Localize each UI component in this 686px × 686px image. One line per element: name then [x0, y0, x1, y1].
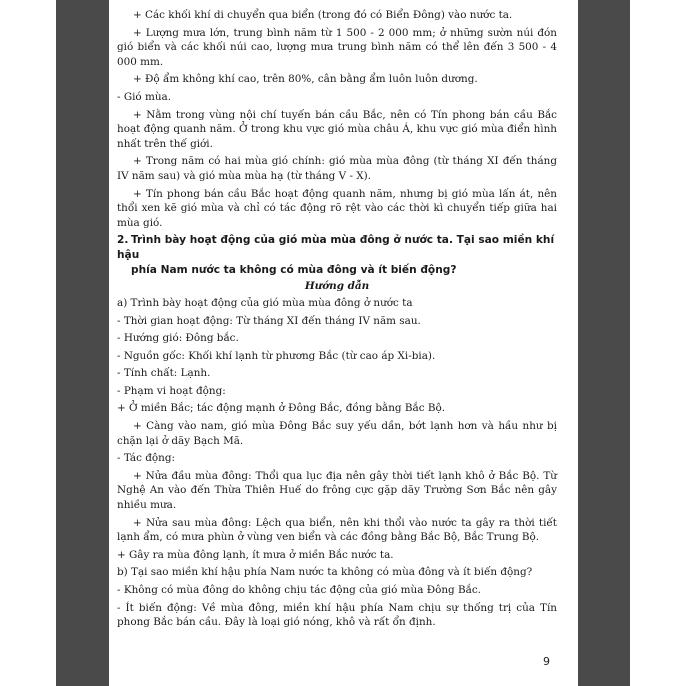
guide-heading: Hướng dẫn: [304, 280, 370, 293]
viewer-background-right: [578, 0, 630, 686]
answer-line: - Không có mùa đông do không chịu tác động của gió mùa Đông Bắc.: [117, 584, 481, 596]
outer-margin: [0, 0, 56, 686]
answer-line: + Nửa sau mùa đông: Lệch qua biển, nên khi thổi vào nước ta gây ra thời tiết lạnh ẩm, có mưa phùn ở vùng ven biển và các đồng bằng Bắc Bộ, Bắc Trung Bộ.: [117, 516, 557, 544]
answer-line: - Nguồn gốc: Khối khí lạnh từ phương Bắc (từ cao áp Xi-bia).: [117, 349, 436, 362]
answer-line: + Càng vào nam, gió mùa Đông Bắc suy yếu dần, bớt lạnh hơn và hầu như bị chặn lại ở dãy Bạch Mã.: [117, 420, 557, 447]
answer-line: + Nửa đầu mùa đông: Thổi qua lục địa nên gây thời tiết lạnh khô ở Bắc Bộ. Từ Nghệ An vào đến Thừa Thiên Huế do frông cực gặp dãy Trường Sơn Bắc nên gây nhiều mưa.: [117, 469, 557, 512]
document-page: [109, 0, 578, 686]
answer-line: - Tác động:: [117, 452, 176, 465]
page-number: 9: [543, 655, 550, 668]
answer-line: a) Trình bày hoạt động của gió mùa mùa đông ở nước ta: [117, 296, 413, 309]
text-line: - Gió mùa.: [117, 90, 172, 103]
viewer-background-left: [56, 0, 109, 686]
question-number: 2.: [117, 234, 129, 247]
text-line: + Lượng mưa lớn, trung bình năm từ 1 500 - 2 000 mm; ở những sườn núi đón gió biển và các khối núi cao, lượng mưa trung bình năm có thể lên đến 3 500 - 4 000 mm.: [117, 26, 557, 68]
question-heading: [117, 233, 557, 278]
answer-line: b) Tại sao miền khí hậu phía Nam nước ta không có mùa đông và ít biến động?: [117, 566, 533, 579]
text-line: + Các khối khí di chuyển qua biển (trong đó có Biển Đông) vào nước ta.: [133, 9, 513, 21]
answer-line: - Tính chất: Lạnh.: [117, 367, 211, 380]
answer-line: + Ở miền Bắc; tác động mạnh ở Đông Bắc, đồng bằng Bắc Bộ.: [117, 402, 446, 415]
text-line: + Trong năm có hai mùa gió chính: gió mùa mùa đông (từ tháng XI đến tháng IV năm sau) và gió mùa mùa hạ (từ tháng V - X).: [117, 155, 557, 182]
text-line: + Tín phong bán cầu Bắc hoạt động quanh năm, nhưng bị gió mùa lấn át, nên thổi xen kẽ gió mùa và chỉ có tác động rõ rệt vào các thời kì chuyển tiếp giữa hai mùa gió.: [117, 187, 557, 229]
answer-line: - Thời gian hoạt động: Từ tháng XI đến tháng IV năm sau.: [117, 314, 421, 327]
text-line: + Độ ẩm không khí cao, trên 80%, cân bằng ẩm luôn luôn dương.: [133, 73, 478, 86]
answer-line: - Phạm vi hoạt động:: [117, 384, 226, 397]
question-text-line1: Trình bày hoạt động của gió mùa mùa đông ở nước ta. Tại sao miền khí hậu: [117, 234, 555, 262]
answer-line: - Hướng gió: Đông bắc.: [117, 332, 239, 345]
page-content: [117, 8, 557, 633]
text-line: + Nằm trong vùng nội chí tuyến bán cầu Bắc, nên có Tín phong bán cầu Bắc hoạt động quanh năm. Ở trong khu vực gió mùa châu Á, khu vực gió mùa điển hình nhất trên thế giới.: [117, 108, 557, 150]
answer-line: + Gây ra mùa đông lạnh, ít mưa ở miền Bắc nước ta.: [117, 548, 394, 561]
question-text-line2: phía Nam nước ta không có mùa đông và ít biến động?: [131, 264, 457, 277]
answer-line: - Ít biến động: Về mùa đông, miền khí hậu phía Nam chịu sự thống trị của Tín phong Bắc bán cầu. Đây là loại gió nóng, khô và rất ổn định.: [117, 601, 557, 629]
